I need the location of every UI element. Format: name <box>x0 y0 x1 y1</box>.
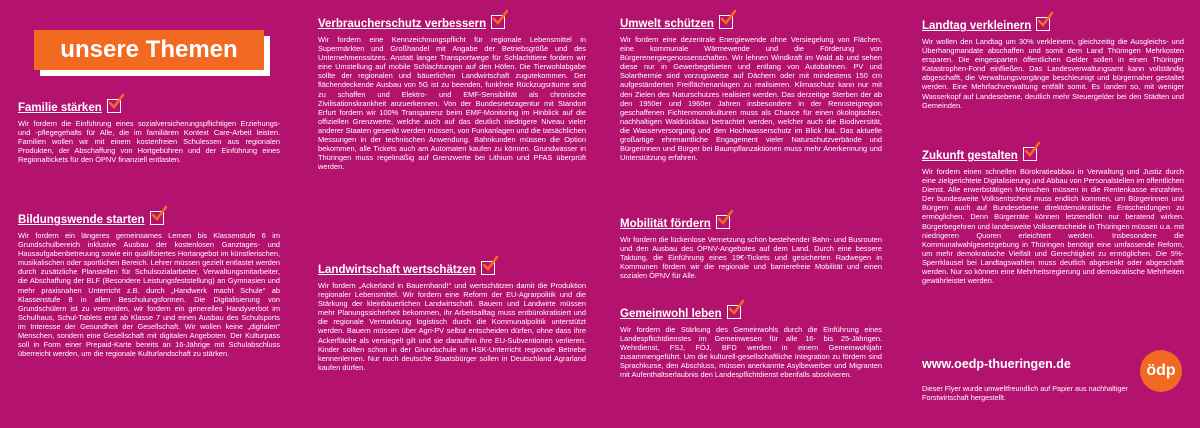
oedp-logo: ödp <box>1140 350 1182 392</box>
section-familie <box>18 98 280 183</box>
section-text: Wir fordern die lückenlose Vernetzung schon bestehender Bahn- und Busrouten und den Ausbau des ÖPNV-Angebotes auf dem Land. Durch eine bessere Taktung, die Einführung eines 19€-Tickets und gesicherten Radwegen in Kommunen fördern wir die regionale und barrierefreie Mobilität und einen sozialen ÖPNV für Alle. <box>620 235 882 281</box>
section-text: Wir fordern eine Kennzeichnungspflicht für regionale Lebensmittel in Supermärkten und Großhandel mit Angabe der Betriebsgröße und des Unternehmenssitzes. Anstatt langer Transportwege für Schlachttiere fordern wir eine Umstellung auf mobile Schlachtungen auf den Höfen. Die Tierwohlabgabe sollte der regionalen und bäuerlichen Landwirtschaft zugutekommen. Der flächendeckende Ausbau von 5G ist zu beenden, funkfreie Rückzugsräume sind zu schaffen und Elektro- und EMF-Sensibilität als chronische Zivilisationskrankheit anzuerkennen. Von der Bundesnetzagentur mit Standort Erfurt fordern wir 100% Transparenz beim EMF-Monitoring im Hinblick auf die offiziellen Grenzwerte, welche auch auf das deutlich niedrigere Niveau vieler anderer Staaten gesenkt werden müssen, von Funkanlagen und die tatsächlichen Messungen in der technischen Anwendung. Bahnkunden müssen die Option bekommen, alle Tickets auch am Automaten kaufen zu können. Grundwasser in Thüringen muss regelmäßig auf Grenzwerte bei Lithium und PFAS überprüft werden. <box>318 35 586 172</box>
section-title: Bildungswende starten <box>18 214 145 226</box>
checkbox-check-icon <box>1023 147 1037 161</box>
banner <box>34 30 270 74</box>
section-bildung <box>18 210 280 409</box>
section-umwelt <box>620 14 882 209</box>
section-title: Landwirtschaft wertschätzen <box>318 264 476 276</box>
section-text: Wir fordern die Einführung eines sozialversicherungspflichtigen Erziehungs- und -pflegegehalts für Alle, die im familiären Kontext Care-Arbeit leisten. Familien wollen wir mit einem kostenfreien Schulessen aus regionalen Produkten, der Abschaffung von Hortgebühren und der Einführung eines Regionaltickets für den ÖPNV finanziell entlasten. <box>18 119 280 165</box>
section-title: Verbraucherschutz verbessern <box>318 18 487 30</box>
section-title: Mobilität fördern <box>620 218 711 230</box>
section-title: Landtag verkleinern <box>922 20 1032 32</box>
checkbox-check-icon <box>481 261 495 275</box>
section-text: Wir wollen den Landtag um 30% verkleinern, gleichzeitig die Ausgleichs- und Überhangmandate abschaffen und somit dem Land Thüringen Mehrkosten ersparen. Die eingesparten öffentlichen Gelder sollen in einen Thüringer Katastrophen-Fond einfließen. Das Landesverwaltungsamt kann vollständig abgeschafft, die Verwaltungsvorgänge beschleunigt und bürgernaher gestaltet werden. Eine Mehrfachverwaltung entfällt somit. Es landen so, mit weniger Wasserkopf auf Landesebene, deutlich mehr Steuergelder bei den Städten und Gemeinden. <box>922 37 1184 110</box>
column-4 <box>922 0 1184 428</box>
section-title: Gemeinwohl leben <box>620 308 722 320</box>
banner-title: unsere Themen <box>34 30 264 70</box>
section-landtag <box>922 16 1184 129</box>
paper-note: Dieser Flyer wurde umweltfreundlich auf Papier aus nachhaltiger Forstwirtschaft hergestellt. <box>922 384 1128 402</box>
checkbox-check-icon <box>491 15 505 29</box>
section-title: Umwelt schützen <box>620 18 714 30</box>
section-text: Wir fordern ein längeres gemeinsames Lernen bis Klassenstufe 6 im Grundschulbereich inklusive Ausbau der kostenlosen Ganztages- und Hausaufgabenbetreuung sowie ein qualifiziertes Hortangebot im künstlerischen, musikalischen oder sportlichen Bereich. Lehrer müssen gezielt entlastet werden durch zusätzliche Planstellen für Schulsozialarbeiter, Verwaltungsmitarbeiter, die Abschaffung der BLF (Besondere Leistungsfeststellung) an Gymnasien und mehr praxisnahen Unterricht z.B. durch „Handwerk macht Schule“ ab Klassenstufe 8 in allen Beschulungsformen. Die Digitalisierung von Grundschülern ist zu vermeiden, wir fordern ein generelles Handyverbot im Schulhaus, Schul-Tablets erst ab Klasse 7 und einen Ausbau des Schulsports im Interesse der Gesundheit der Gesellschaft. Wir wollen keine „digitalen“ Menschen, sondern eine Gesellschaft mit digitalen Angeboten. Der Kulturpass soll in Form einer Prepaid-Karte bereits an 16-Jährige mit Schulabschluss überreicht werden, um die regionale Kulturlandschaft zu stärken. <box>18 231 280 359</box>
section-title: Familie stärken <box>18 102 102 114</box>
checkbox-check-icon <box>719 15 733 29</box>
column-3 <box>620 0 882 428</box>
column-1 <box>18 0 280 428</box>
section-mobilitaet <box>620 214 882 291</box>
checkbox-check-icon <box>716 215 730 229</box>
website-link[interactable]: www.oedp-thueringen.de <box>922 357 1071 371</box>
section-landwirtschaft <box>318 260 586 399</box>
section-gemeinwohl <box>620 304 882 407</box>
checkbox-check-icon <box>727 305 741 319</box>
section-text: Wir fordern einen schnellen Bürokratieabbau in Verwaltung und Justiz durch eine zielgerichtete Digitalisierung und Abbau von Personalstellen im öffentlichen Dienst. Alle erwerbstätigen Menschen müssen in die Rentenkasse einzahlen. Der bundesweite Volksentscheid muss endlich kommen, um Bürgerinnen und Bürgern auch auf Bundesebene direktdemokratische Entscheidungen zu ermöglichen. Denn Bürgerräte können letztendlich nur beratend wirken. Bürgerbegehren und landesweite Volksentscheide in Thüringen müssen u.a. mit niedrigeren Quoren erleichtert werden. Insbesondere die Kommunalwahlgesetzgebung in Thüringen benötigt eine umfassende Reform, um mehr demokratische Vielfalt und Gerechtigkeit zu ermöglichen. Die 5%-Sperrklausel bei Landtagswahlen muss deutlich abgesenkt oder abgeschafft werden. Nur so können eine Mehrheitsregierung und demokratische Mehrheiten gewährleistet werden. <box>922 167 1184 286</box>
column-2 <box>318 0 586 428</box>
section-text: Wir fordern „Ackerland in Bauernhand!“ und wertschätzen damit die Produktion regionaler Lebensmittel. Wir fordern eine Reform der EU-Agrarpolitik und die Stärkung der kleinbäuerlichen Landwirtschaft. Bauern und Landwirte müssen mehr Planungssicherheit bekommen, ihr Arbeitsalltag muss entbürokratisiert und die regionale Vermarktung logistisch durch die Kommunalpolitik unterstützt werden. Bauern müssen über Agri-PV selbst entscheiden dürfen, ohne dass ihre Ackerfläche als versiegelt gilt und sie daraufhin ihre EU-Subventionen verlieren. Kinder sollten schon in der Grundschule im HSK-Unterricht regionale Betriebe kennenlernen. Nur noch deutsche Staatsbürger sollen in Deutschland Agrarland kaufen dürfen. <box>318 281 586 372</box>
section-title: Zukunft gestalten <box>922 150 1018 162</box>
section-verbraucher <box>318 14 586 232</box>
section-text: Wir fordern eine dezentrale Energiewende ohne Versiegelung von Flächen, eine kommunale Wärmewende und die Förderung von Bürgerenergiegenossenschaften. Wir lehnen Windkraft im Wald ab und sehen diese nur in Gewerbegebieten und entlang von Autobahnen. PV und Solarthermie sind vorzugsweise auf Dächern oder mit mindestens 150 cm aufgeständerten Freiflächenanlagen zu realisieren. Klimaschutz kann nur mit den Zielen des Naturschutzes realisiert werden. Das derzeitige Sterben der ab den 1950er und 1960er Jahren insbesondere in der Rennsteigregion geschaffenen Fichtenmonokulturen muss als Chance für einen ökologischen, nachhaltigen Waldrückbau betrachtet werden, welcher auch die Biodiversität, die Wasserversorgung und den Hochwasserschutz im Blick hat. Das aktuelle großartige ehrenamtliche Engagement vieler Naturschutzverbände und Bürgerinnen und Bürger bei Baumpflanzaktionen muss mehr Anerkennung und Unterstützung erfahren. <box>620 35 882 163</box>
checkbox-check-icon <box>1036 17 1050 31</box>
checkbox-check-icon <box>107 99 121 113</box>
section-zukunft <box>922 146 1184 331</box>
checkbox-check-icon <box>150 211 164 225</box>
section-text: Wir fordern die Stärkung des Gemeinwohls durch die Einführung eines Landespflichtdienstes im Gemeinwesen für alle 16- bis 25-Jährigen. Wehrdienst, FSJ, FÖJ, BFD werden in einem Gemeinwohljahr zusammengeführt. Um die kulturell-gesellschaftliche Integration zu fördern sind Sprachkurse, den Abschluss, müssen anerkannte Asylbewerber und Migranten mit Aufenthaltserlaubnis den Landespflichtdienst ebenfalls absolvieren. <box>620 325 882 380</box>
